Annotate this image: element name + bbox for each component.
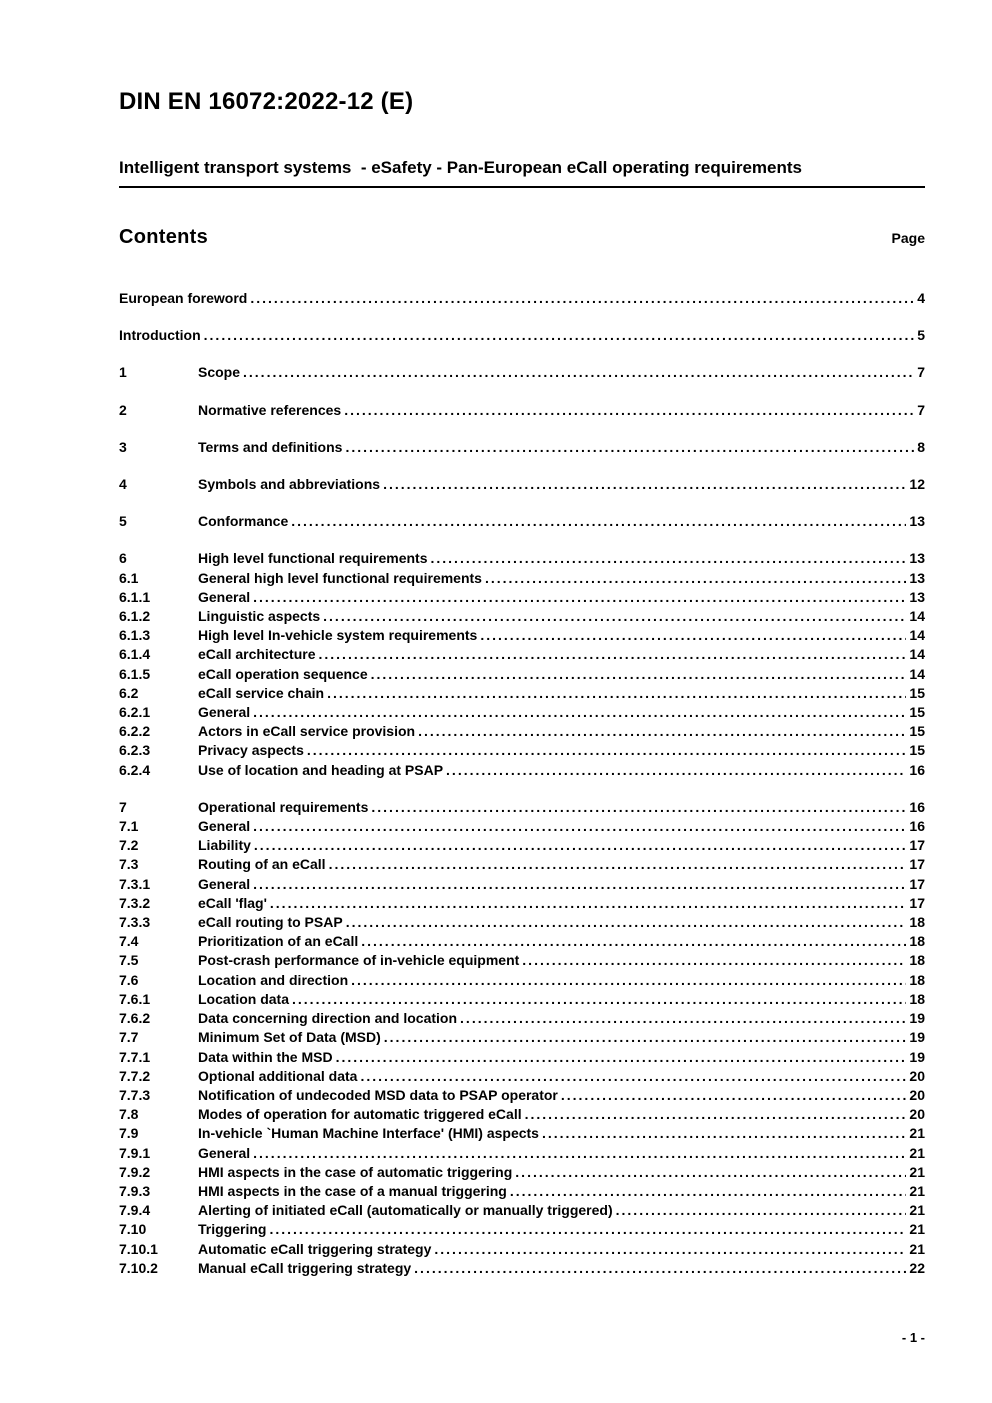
toc-group [119,289,925,308]
toc-entry-page: 22 [909,1259,925,1276]
toc-entry-title: Normative references [198,401,342,418]
toc-entry-title: Actors in eCall service provision [198,723,416,740]
toc-entry-page: 14 [909,646,925,663]
toc-entry [119,588,925,607]
toc-entry-title: eCall architecture [198,646,316,663]
toc-entry [119,684,925,703]
toc-entry-title: eCall service chain [198,684,325,701]
toc-entry-title: Privacy aspects [198,742,304,759]
toc-entry [119,626,925,645]
toc-entry-title: Location and direction [198,971,349,988]
toc-entry-title: General [198,588,251,605]
toc-entry-page: 13 [909,513,925,530]
toc-leader-dots [384,1028,907,1047]
toc-entry-page: 13 [909,569,925,586]
toc-entry-page: 16 [909,818,925,835]
toc-entry [119,913,925,932]
toc [119,289,925,1278]
toc-entry [119,1259,925,1278]
toc-entry-title: Minimum Set of Data (MSD) [198,1029,381,1046]
toc-entry [119,1124,925,1143]
toc-leader-dots [371,798,906,817]
toc-entry [119,875,925,894]
toc-entry [119,971,925,990]
toc-group [119,438,925,457]
toc-entry-number: 7.9.1 [119,1144,151,1161]
toc-leader-dots [485,569,906,588]
toc-entry-title: Modes of operation for automatic triggered eCall [198,1106,522,1123]
toc-entry-title: HMI aspects in the case of automatic triggering [198,1163,513,1180]
toc-entry-title: In-vehicle `Human Machine Interface' (HMI) aspects [198,1125,539,1142]
toc-entry [119,1105,925,1124]
toc-entry-number: 1 [119,364,127,381]
toc-entry-number: 7.10.2 [119,1259,158,1276]
toc-entry-page: 21 [909,1221,925,1238]
toc-entry-page: 13 [909,550,925,567]
toc-leader-dots [360,1067,906,1086]
toc-leader-dots [329,855,907,874]
toc-entry-title: Location data [198,990,290,1007]
toc-entry-page: 18 [909,952,925,969]
toc-entry-number: 7.8 [119,1106,139,1123]
toc-group [119,401,925,420]
toc-entry-title: Terms and definitions [198,438,343,455]
toc-leader-dots [346,913,907,932]
toc-entry [119,836,925,855]
toc-entry-page: 15 [909,723,925,740]
toc-group [119,326,925,345]
toc-group [119,549,925,779]
toc-entry-page: 19 [909,1029,925,1046]
toc-entry [119,761,925,780]
toc-leader-dots [616,1201,907,1220]
toc-entry [119,569,925,588]
toc-entry-title: Linguistic aspects [198,608,321,625]
toc-entry [119,607,925,626]
toc-leader-dots [204,326,915,345]
toc-entry [119,363,925,382]
toc-entry [119,289,925,308]
toc-leader-dots [253,588,906,607]
toc-entry-number: 6.1 [119,569,139,586]
toc-entry-number: 6.2.1 [119,704,151,721]
toc-leader-dots [270,894,907,913]
toc-entry-title: Data concerning direction and location [198,1010,458,1027]
toc-leader-dots [351,971,906,990]
toc-entry-number: 7.5 [119,952,139,969]
toc-entry-page: 8 [917,438,925,455]
toc-entry-page: 16 [909,761,925,778]
toc-leader-dots [253,703,906,722]
toc-leader-dots [327,684,906,703]
toc-leader-dots [434,1240,906,1259]
toc-entry-page: 18 [909,914,925,931]
toc-entry-number: 6.1.1 [119,588,151,605]
toc-entry-number: 7.1 [119,818,139,835]
toc-entry-title: eCall routing to PSAP [198,914,343,931]
toc-entry-page: 20 [909,1106,925,1123]
toc-entry [119,703,925,722]
toc-entry-number: 7.4 [119,933,139,950]
toc-entry-number: 7.7.2 [119,1067,151,1084]
toc-entry [119,549,925,568]
toc-entry-page: 5 [917,327,925,344]
toc-entry-number: 5 [119,513,127,530]
toc-entry [119,894,925,913]
toc-entry [119,722,925,741]
toc-leader-dots [345,438,914,457]
toc-entry-page: 14 [909,627,925,644]
toc-entry-number: 6.1.5 [119,665,151,682]
toc-entry-page: 21 [909,1163,925,1180]
toc-entry-number: 7.6 [119,971,139,988]
toc-entry-page: 21 [909,1240,925,1257]
toc-entry-number: 7.6.1 [119,990,151,1007]
toc-leader-dots [460,1009,906,1028]
toc-entry-title: High level In-vehicle system requirements [198,627,478,644]
toc-entry [119,798,925,817]
toc-leader-dots [371,665,907,684]
toc-entry-page: 19 [909,1010,925,1027]
toc-entry [119,1201,925,1220]
toc-entry-title: General [198,1144,251,1161]
toc-entry [119,1163,925,1182]
toc-entry-number: 7.9 [119,1125,139,1142]
contents-header-row [119,226,925,249]
toc-entry [119,1182,925,1201]
toc-entry [119,665,925,684]
toc-leader-dots [291,512,906,531]
toc-entry [119,741,925,760]
toc-entry-page: 4 [917,290,925,306]
toc-entry-title: Alerting of initiated eCall (automatically or manually triggered) [198,1202,613,1219]
toc-entry [119,951,925,970]
toc-leader-dots [522,951,906,970]
toc-entry-title: eCall operation sequence [198,665,368,682]
toc-entry-number: 6.2.2 [119,723,151,740]
toc-entry-page: 16 [909,798,925,815]
toc-entry-page: 21 [909,1202,925,1219]
toc-entry-number: 7.3 [119,856,139,873]
toc-entry-number: 7.3.2 [119,894,151,911]
toc-entry-page: 18 [909,971,925,988]
toc-entry [119,1048,925,1067]
toc-entry [119,1086,925,1105]
toc-leader-dots [254,836,907,855]
toc-leader-dots [323,607,906,626]
toc-entry [119,1144,925,1163]
toc-entry-page: 20 [909,1086,925,1103]
toc-entry-number: 7.7.3 [119,1086,151,1103]
toc-entry-title: Introduction [119,327,201,344]
toc-leader-dots [344,401,914,420]
toc-entry-page: 19 [909,1048,925,1065]
toc-entry [119,1009,925,1028]
toc-entry-number: 7.7.1 [119,1048,151,1065]
toc-entry-title: General [198,875,251,892]
toc-entry-title: Triggering [198,1221,267,1238]
toc-entry-number: 6 [119,550,127,567]
toc-entry-title: Routing of an eCall [198,856,326,873]
toc-entry [119,326,925,345]
toc-entry-number: 7.9.2 [119,1163,151,1180]
toc-leader-dots [307,741,907,760]
toc-entry [119,990,925,1009]
toc-entry-title: Optional additional data [198,1067,358,1084]
toc-entry-page: 15 [909,704,925,721]
toc-leader-dots [525,1105,907,1124]
toc-entry-page: 21 [909,1144,925,1161]
toc-entry-number: 7.7 [119,1029,139,1046]
toc-leader-dots [383,475,906,494]
toc-entry-page: 21 [909,1125,925,1142]
toc-leader-dots [253,817,906,836]
toc-entry-number: 2 [119,401,127,418]
toc-leader-dots [292,990,906,1009]
toc-entry [119,475,925,494]
toc-entry-number: 7.10 [119,1221,147,1238]
toc-group [119,363,925,382]
toc-entry-number: 7.9.3 [119,1182,151,1199]
toc-leader-dots [253,1144,906,1163]
toc-entry-number: 7.3.1 [119,875,151,892]
toc-entry-number: 3 [119,438,127,455]
toc-entry-title: Prioritization of an eCall [198,933,359,950]
toc-entry-title: Conformance [198,513,289,530]
toc-entry-number: 7.9.4 [119,1202,151,1219]
toc-leader-dots [418,722,906,741]
toc-entry-title: Notification of undecoded MSD data to PSAP operator [198,1086,558,1103]
toc-leader-dots [319,645,907,664]
toc-entry-number: 4 [119,476,127,493]
toc-entry [119,855,925,874]
toc-entry-number: 7 [119,798,127,815]
toc-leader-dots [510,1182,907,1201]
toc-entry-page: 17 [909,894,925,911]
toc-leader-dots [542,1124,906,1143]
toc-entry-number: 6.1.2 [119,608,151,625]
toc-entry-page: 14 [909,665,925,682]
toc-entry [119,1240,925,1259]
toc-entry-page: 17 [909,837,925,854]
toc-entry-number: 6.2.3 [119,742,151,759]
toc-leader-dots [561,1086,907,1105]
toc-leader-dots [253,875,906,894]
toc-leader-dots [269,1220,906,1239]
toc-entry-title: Manual eCall triggering strategy [198,1259,412,1276]
toc-entry-page: 7 [917,401,925,418]
toc-entry [119,512,925,531]
toc-leader-dots [336,1048,907,1067]
toc-group [119,512,925,531]
toc-leader-dots [515,1163,906,1182]
toc-entry-title: Liability [198,837,251,854]
toc-entry [119,817,925,836]
toc-entry-page: 17 [909,856,925,873]
toc-entry-page: 15 [909,742,925,759]
toc-group [119,475,925,494]
toc-entry-number: 6.2.4 [119,761,151,778]
toc-leader-dots [243,363,914,382]
toc-entry-page: 20 [909,1067,925,1084]
toc-entry-number: 6.1.3 [119,627,151,644]
toc-entry [119,1220,925,1239]
toc-leader-dots [446,761,906,780]
toc-entry-number: 6.2 [119,684,139,701]
toc-entry-page: 21 [909,1182,925,1199]
toc-entry-title: Scope [198,364,241,381]
toc-entry-title: Operational requirements [198,798,369,815]
toc-entry [119,1067,925,1086]
toc-leader-dots [414,1259,906,1278]
toc-entry-number: 7.3.3 [119,914,151,931]
toc-group [119,798,925,1278]
toc-leader-dots [431,549,907,568]
toc-entry-title: HMI aspects in the case of a manual triggering [198,1182,507,1199]
toc-leader-dots [361,932,906,951]
contents-heading: Contents [119,226,209,248]
toc-entry-title: High level functional requirements [198,550,428,567]
toc-entry-title: Automatic eCall triggering strategy [198,1240,432,1257]
toc-entry-page: 15 [909,684,925,701]
toc-entry-title: General high level functional requirements [198,569,482,586]
page-column-label: Page [891,230,925,246]
toc-entry-page: 14 [909,608,925,625]
toc-entry [119,438,925,457]
toc-leader-dots [250,289,914,308]
toc-entry-title: Post-crash performance of in-vehicle equipment [198,952,520,969]
toc-entry-page: 12 [909,476,925,493]
toc-entry-title: European foreword [119,290,248,306]
toc-entry-title: General [198,818,251,835]
toc-leader-dots [480,626,906,645]
toc-entry [119,645,925,664]
toc-entry-page: 18 [909,990,925,1007]
toc-entry-page: 13 [909,588,925,605]
toc-entry-title: Use of location and heading at PSAP [198,761,444,778]
footer-page-number: - 1 - [901,1330,925,1345]
toc-entry [119,401,925,420]
document-subtitle: Intelligent transport systems - eSafety - Pan-European eCall operating requirements [119,158,925,188]
toc-entry-title: eCall 'flag' [198,894,267,911]
toc-entry-number: 7.10.1 [119,1240,158,1257]
toc-entry-page: 18 [909,933,925,950]
toc-entry [119,1028,925,1047]
toc-entry-page: 7 [917,364,925,381]
toc-entry-number: 7.6.2 [119,1010,151,1027]
toc-entry-page: 17 [909,875,925,892]
toc-entry [119,932,925,951]
toc-entry-title: Data within the MSD [198,1048,333,1065]
toc-entry-number: 6.1.4 [119,646,151,663]
toc-entry-title: Symbols and abbreviations [198,476,381,493]
toc-entry-title: General [198,704,251,721]
toc-entry-number: 7.2 [119,837,139,854]
document-title: DIN EN 16072:2022-12 (E) [119,88,414,115]
